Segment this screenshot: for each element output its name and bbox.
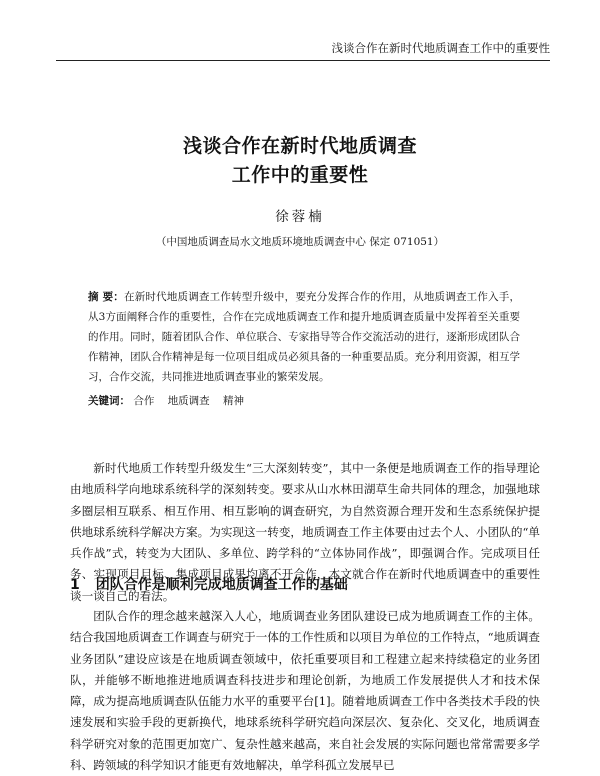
article-title-line-1: 浅谈合作在新时代地质调查 [182, 135, 417, 157]
keyword: 合作 [133, 395, 155, 407]
running-head: 浅谈合作在新时代地质调查工作中的重要性 [331, 41, 550, 55]
author-name: 徐蓉楠 [275, 209, 325, 225]
keywords-label: 关键词： [88, 395, 130, 407]
abstract-label: 摘 要： [88, 291, 124, 303]
section-title: 团队合作是顺利完成地质调查工作的基础 [95, 577, 348, 593]
section-paragraph: 团队合作的理念越来越深入人心，地质调查业务团队建设已成为地质调查工作的主体。结合我国地质调查工作调查与研究于一体的工作性质和以项目为单位的工作特点，“地质调查业务团队”建设应该是在地质调查领域中，依托重要项目和工程建立起来持续稳定的业务团队，并能够不断地推进地质调查科技进步和理论创新，为地质工作发展提供人才和技术保障，成为提高地质调查队伍能力水平的重要平台[1]。随着地质调查工作中各类技术手段的快速发展和实验手段的更新换代，地球系统科学研究趋向深层次、复杂化、交叉化，地质调查科学研究对象的范围更加宽广、复杂性越来越高，来自社会发展的实际问题也常常需要多学科、跨领域的科学知识才能更有效地解决，单学科孤立发展早已 [70, 609, 540, 773]
abstract-text: 在新时代地质调查工作转型升级中，要充分发挥合作的作用，从地质调查工作入手，从3方面阐释合作的重要性，合作在完成地质调查工作和提升地质调查质量中发挥着至关重要的作用。同时，随着团队合作、单位联合、专家指导等合作交流活动的进行，逐渐形成团队合作精神，团队合作精神是每一位项目组成员必须具备的一种重要品质。充分利用资源，相互学习，合作交流，共同推进地质调查事业的繁荣发展。 [88, 291, 521, 383]
section-number: 1 [70, 577, 80, 593]
keyword: 地质调查 [167, 395, 210, 407]
intro-paragraph: 新时代地质工作转型升级发生“三大深刻转变”，其中一条便是地质调查工作的指导理论由地质科学向地球系统科学的深刻转变。要求从山水林田湖草生命共同体的理念，加强地球多圈层相互联系、相互作用、相互影响的调查研究，为自然资源合理开发和生态系统保护提供地球系统科学解决方案。为实现这一转变，地质调查工作主体要由过去个人、小团队的“单兵作战”式，转变为大团队、多单位、跨学科的“立体协同作战”，即强调合作。完成项目任务、实现项目目标、集成项目成果均离不开合作，本文就合作在新时代地质调查中的重要性谈一谈自己的看法。 [70, 461, 540, 603]
abstract [88, 287, 520, 387]
author-affiliation: （中国地质调查局水文地质环境地质调查中心 保定 071051） [155, 236, 445, 248]
article-title [0, 132, 600, 190]
article-title-line-2: 工作中的重要性 [231, 164, 369, 186]
keyword: 精神 [223, 395, 245, 407]
keywords [88, 391, 520, 411]
header-rule [56, 60, 550, 61]
section-heading [70, 574, 348, 594]
